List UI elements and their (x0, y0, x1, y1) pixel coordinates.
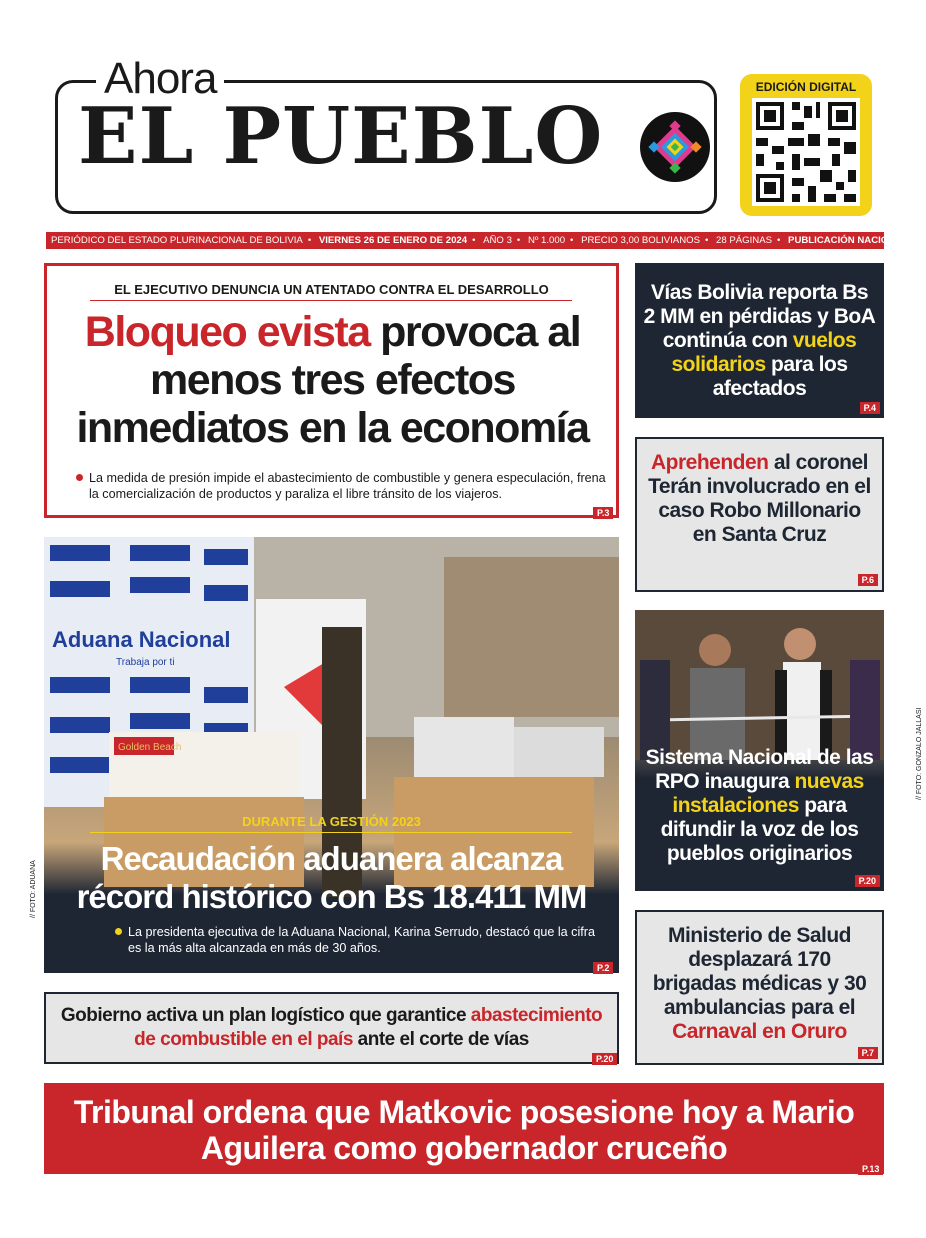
main-summary: La medida de presión impide el abastecimiento de combustible y genera especulación, frena la comercialización de productos y paraliza el libre tránsito de los viajeros. (89, 471, 606, 501)
masthead-title: EL PUEBLO (78, 91, 604, 182)
photo-credit-rpo: // FOTO: GONZALO JALLASI (916, 707, 923, 800)
bullet-icon (115, 928, 122, 935)
story-rpo[interactable] (635, 610, 884, 891)
info-publisher: PERIÓDICO DEL ESTADO PLURINACIONAL DE BOLIVIA (51, 235, 303, 246)
main-page-tag: P.3 (593, 503, 613, 521)
story-vias-bolivia[interactable] (635, 263, 884, 418)
banner-page-tag: P.13 (858, 1159, 883, 1177)
strip-page-tag: P.20 (592, 1049, 617, 1067)
qr-label: EDICIÓN DIGITAL (755, 80, 857, 94)
page-tag: P.6 (858, 570, 878, 588)
story-rpo-headline: Sistema Nacional de las RPO inaugura nuevas instalaciones para difundir la voz de los pueblos originarios (645, 746, 874, 865)
photo-headline[interactable]: Recaudación aduanera alcanza récord histórico con Bs 18.411 MM (76, 840, 587, 915)
kicker-divider (90, 300, 572, 301)
banner-headline[interactable]: Tribunal ordena que Matkovic posesione hoy a Mario Aguilera como gobernador cruceño (73, 1094, 855, 1166)
page-tag: P.20 (855, 871, 880, 889)
aduana-sign-text: Aduana Nacional (52, 627, 231, 652)
info-national: PUBLICACIÓN NACIONAL (788, 235, 908, 246)
aduana-slogan: Trabaja por ti (116, 657, 175, 668)
masthead-ahora: Ahora (96, 54, 224, 104)
story-teran-headline: Aprehenden al coronel Terán involucrado en el caso Robo Millonario en Santa Cruz (648, 451, 871, 546)
story-salud-headline: Ministerio de Salud desplazará 170 brigadas médicas y 30 ambulancias para el Carnaval en Oruro (652, 924, 867, 1043)
headline-highlight: Bloqueo evista (84, 308, 370, 356)
story-combustible-headline[interactable]: Gobierno activa un plan logístico que garantice abastecimiento de combustible en el país ante el corte de vías (60, 1005, 603, 1050)
photo-credit: // FOTO: ADUANA (30, 860, 37, 918)
headline-rest: provoca al menos tres efectos inmediatos en la economía (76, 308, 589, 452)
emblem-icon (640, 112, 710, 182)
photo-page-tag: P.2 (593, 958, 613, 976)
info-date: VIERNES 26 DE ENERO DE 2024 (318, 235, 468, 246)
story-ministerio-salud[interactable] (635, 910, 884, 1065)
photo-kicker-divider (90, 832, 572, 833)
info-bar: PERIÓDICO DEL ESTADO PLURINACIONAL DE BOLIVIA • VIERNES 26 DE ENERO DE 2024 • AÑO 3 • Nº 1.000 • PRECIO 3,00 BOLIVIANOS • 28 PÁGINAS • PUBLICACIÓN NACIONAL (46, 232, 884, 249)
main-headline[interactable] (60, 308, 605, 452)
bullet-icon (76, 474, 83, 481)
golden-beach-label: Golden Beach (118, 742, 182, 753)
page-tag: P.7 (858, 1043, 878, 1061)
story-coronel-teran[interactable] (635, 437, 884, 592)
page-tag: P.4 (860, 398, 880, 416)
story-vias-headline: Vías Bolivia reporta Bs 2 MM en pérdidas y BoA continúa con vuelos solidarios para los afectados (643, 281, 876, 400)
main-kicker: EL EJECUTIVO DENUNCIA UN ATENTADO CONTRA EL DESARROLLO (114, 282, 549, 297)
info-pages: 28 PÁGINAS (716, 235, 773, 246)
info-price: PRECIO 3,00 BOLIVIANOS (581, 235, 700, 246)
info-year: AÑO 3 (483, 235, 512, 246)
photo-summary: La presidenta ejecutiva de la Aduana Nacional, Karina Serrudo, destacó que la cifra es la más alta alcanzada en más de 30 años. (128, 925, 595, 955)
photo-kicker: DURANTE LA GESTIÓN 2023 (242, 814, 421, 829)
qr-code-icon[interactable] (752, 98, 860, 206)
info-number: Nº 1.000 (527, 235, 566, 246)
